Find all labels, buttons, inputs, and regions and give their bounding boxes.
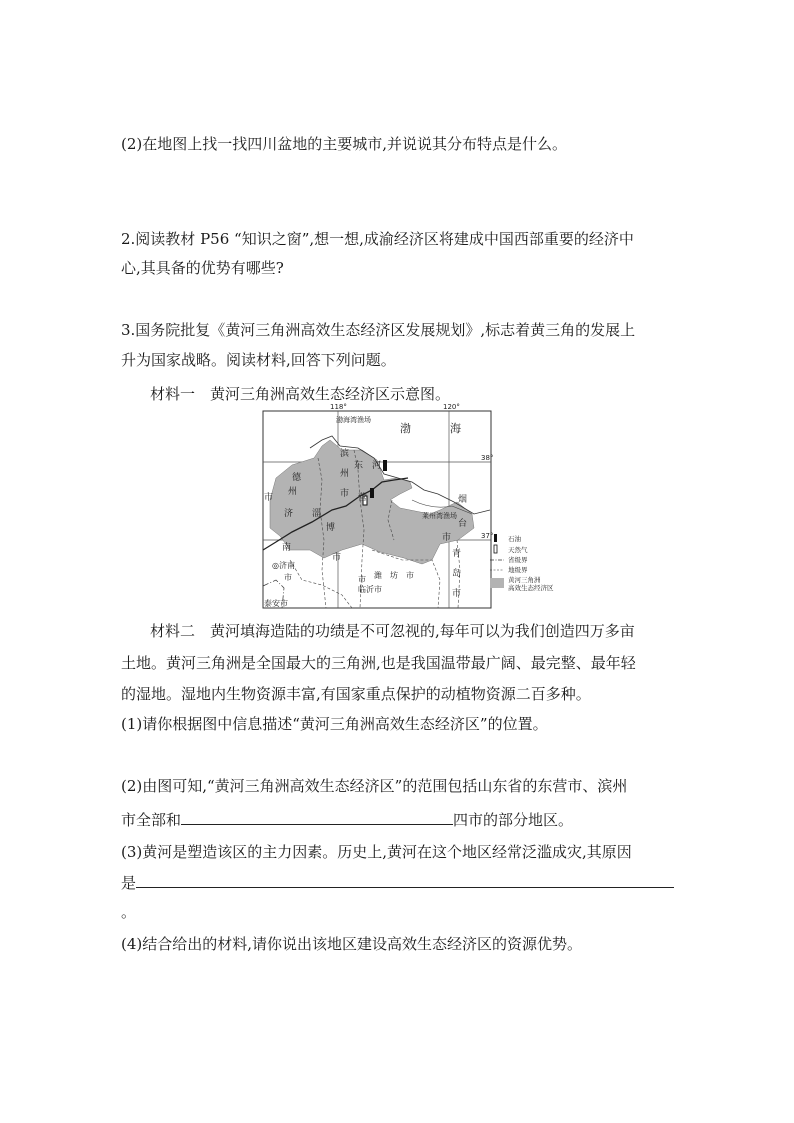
zibo-label-1: 淄 <box>312 509 322 519</box>
longitude-118-label: 118° <box>330 403 347 411</box>
answer-blank-3[interactable] <box>136 871 674 888</box>
jinan-label-2: 南 <box>282 543 292 553</box>
dongying-label-1: 东 <box>354 461 364 471</box>
dongying-label-2: 河 <box>372 461 382 471</box>
dezhou-label-1: 德 <box>292 473 302 483</box>
material-2-line-3: 的湿地。湿地内生物资源丰富,有国家重点保护的动植物资源二百多种。 <box>121 685 591 703</box>
legend-oil-label: 石油 <box>508 535 521 543</box>
sub-question-1: (1)请你根据图中信息描述“黄河三角洲高效生态经济区”的位置。 <box>121 715 548 733</box>
oil-symbol <box>383 460 387 471</box>
yantai-label-1: 烟 <box>458 495 468 505</box>
jinan-label-1: 济 <box>284 509 294 519</box>
legend-prefecture-label: 地级界 <box>508 566 528 574</box>
jinan-city-label: ◎济南 <box>272 561 295 570</box>
question-2-line-1: 2.阅读教材 P56 “知识之窗”,想一想,成渝经济区将建成中国西部重要的经济中 <box>121 230 634 248</box>
longitude-120-label: 120° <box>443 403 460 411</box>
taian-label: 泰安市 <box>264 599 288 608</box>
question-2-line-2: 心,其具备的优势有哪些? <box>121 259 284 277</box>
dezhou-label-3: 市 <box>264 493 274 503</box>
dezhou-label-2: 州 <box>288 487 298 497</box>
material-2-line-1: 材料二 黄河填海造陆的功绩是不可忽视的,每年可以为我们创造四万多亩 <box>150 622 635 640</box>
material-1-caption: 材料一 黄河三角洲高效生态经济区示意图。 <box>150 385 451 403</box>
legend-zone-swatch <box>490 578 504 588</box>
sub-question-2-line-1: (2)由图可知,“黄河三角洲高效生态经济区”的范围包括山东省的东营市、滨州 <box>121 777 628 795</box>
economic-zone-area <box>270 440 474 564</box>
sub-question-3-line-3: 。 <box>121 903 137 921</box>
legend-gas-label: 天然气 <box>508 546 528 554</box>
question-3-line-1: 3.国务院批复《黄河三角洲高效生态经济区发展规划》,标志着黄三角的发展上 <box>121 321 636 339</box>
prefecture-boundary <box>290 560 352 608</box>
sub2-prefix: 市全部和 <box>121 811 182 829</box>
latitude-38-label: 38° <box>481 454 494 462</box>
sub-question-3-line-1: (3)黄河是塑造该区的主力因素。历史上,黄河在这个地区经常泛滥成灾,其原因 <box>121 843 632 861</box>
qingdao-label-1: 青 <box>452 549 462 559</box>
weifang-label: 潍 坊 市 <box>374 571 414 580</box>
sub3-prefix: 是 <box>121 874 137 892</box>
qingdao-label-3: 市 <box>452 589 462 599</box>
answer-blank-2[interactable] <box>181 808 453 825</box>
legend-zone-label-1: 黄河三角洲 <box>508 576 541 584</box>
binzhou-label-3: 市 <box>340 489 350 499</box>
zibo-label-3: 市 <box>332 553 342 563</box>
legend-oil-icon <box>494 534 497 542</box>
binzhou-label-1: 滨 <box>340 449 350 459</box>
yantai-label-3: 市 <box>442 533 452 543</box>
latitude-37-label: 37° <box>481 532 494 540</box>
linyi-label: 临沂市 <box>358 585 382 594</box>
qingdao-label-2: 岛 <box>452 569 462 579</box>
dongying-label-3: 营 <box>358 493 368 503</box>
jinan-city-shi: 市 <box>284 573 292 582</box>
bohai-label-2: 海 <box>450 422 461 435</box>
legend-gas-icon <box>494 545 497 553</box>
material-2-line-2: 土地。黄河三角洲是全国最大的三角洲,也是我国温带最广阔、最完整、最年轻 <box>121 654 636 672</box>
bohai-label-1: 渤 <box>400 422 411 435</box>
sub-question-2-line-2 <box>121 808 573 830</box>
yellow-river-delta-map <box>262 403 568 610</box>
question-3-line-2: 升为国家战略。阅读材料,回答下列问题。 <box>121 351 396 369</box>
legend-province-label: 省级界 <box>508 556 528 564</box>
zibo-label-2: 博 <box>326 523 336 533</box>
legend-zone-label-2: 高效生态经济区 <box>508 584 554 592</box>
question-1-2: (2)在地图上找一找四川盆地的主要城市,并说说其分布特点是什么。 <box>121 135 568 153</box>
sub-question-4: (4)结合给出的材料,请你说出该地区建设高效生态经济区的资源优势。 <box>121 935 583 953</box>
sub-question-3-line-2 <box>121 871 674 893</box>
map-legend <box>490 534 554 592</box>
sub2-suffix: 四市的部分地区。 <box>453 811 574 829</box>
oil-symbol <box>370 488 374 498</box>
yantai-label-2: 台 <box>458 519 468 529</box>
laizhou-fishery-label: 莱州湾渔场 <box>422 512 457 520</box>
binzhou-label-2: 州 <box>340 469 350 479</box>
weifang-shi-left: 市 <box>358 575 366 584</box>
bohai-fishery-label: 渤海湾渔场 <box>336 416 371 424</box>
